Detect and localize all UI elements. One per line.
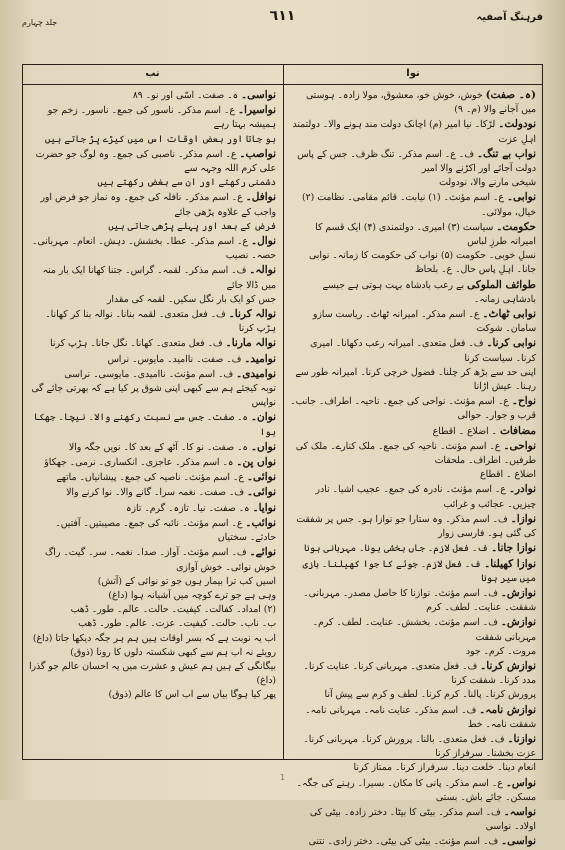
entry-headword: نواں پن۔: [236, 456, 276, 469]
dictionary-entry: [28, 336, 276, 351]
entry-headword: نوائب۔: [245, 516, 276, 529]
dictionary-entry: [290, 190, 536, 219]
entry-text: انعام دینا۔ خلعت دینا۔ سرفراز کرنا۔ ممتاز کرنا: [353, 762, 536, 774]
entry-text: سیاست (۳) امیری۔ دولتمندی (۴) ایک قسم کا امیرانہ طرزِ لباس: [315, 221, 536, 248]
dictionary-entry: [290, 482, 536, 511]
dictionary-entry: [290, 439, 536, 468]
entry-headword: نواسیرا۔: [237, 104, 276, 117]
entry-headword: نوازش نامہ۔: [479, 703, 536, 716]
entry-headword: نوامیدی۔: [236, 367, 276, 380]
entry-headword: نوابی ٹھاٹ۔: [482, 308, 536, 321]
page-header: [22, 8, 543, 30]
entry-headword: نوازا جانا۔: [491, 542, 536, 555]
entry-text: ع۔ اسم مذکر۔ عطا۔ بخشش۔ دہش۔ انعام۔ مہربانی۔ حصہ۔ نصیب: [31, 236, 276, 262]
entry-text: وہی ہے جو ترے کوچہ میں آشیانہ ہوا (داغ): [108, 589, 276, 601]
entry-text: ف۔ اسم مذکر۔ وہ ستارا جو نوازا ہو۔ جس پر شفقت کی گئی ہو۔ فارسی زوار: [296, 513, 536, 540]
dictionary-entry: [290, 88, 536, 117]
dictionary-entry: [290, 366, 536, 394]
entry-text: لڑکا۔ نیا امیر (م) اچانک دولت مند ہونے والا۔ دولتمند اہلِ عزت: [292, 119, 536, 145]
entry-headword: نوابی۔: [506, 191, 536, 204]
dictionary-entry: [28, 660, 276, 688]
dictionary-entry: [290, 468, 536, 482]
entry-headword: نواس۔: [505, 776, 536, 789]
dictionary-entry: [28, 561, 276, 575]
volume-label: جلد چہارم: [22, 18, 58, 27]
dictionary-entry: [28, 632, 276, 646]
entry-headword: طوائف الملوکی: [467, 278, 536, 291]
dictionary-entry: [290, 645, 536, 659]
dictionary-entry: [28, 293, 276, 307]
dictionary-entry: [290, 117, 536, 146]
dictionary-entry: [28, 470, 276, 485]
entry-headword: نواں۔: [250, 440, 276, 453]
dictionary-entry: [290, 278, 536, 307]
entry-headword: مضافات: [499, 424, 536, 437]
book-title: فرہنگ آصفیہ: [476, 12, 543, 23]
dictionary-entry: [28, 176, 276, 190]
entry-text: دشمنی رکھتے اور ان سے بغض رکھتے ہیں: [97, 177, 276, 189]
dictionary-entry: [28, 455, 276, 470]
entry-text: ف۔ فعل لازم۔ جاں بخشی ہونا۔ مہربانی ہونا: [304, 543, 489, 555]
heading-rule: [22, 84, 543, 85]
entry-headword: نوالہ۔: [249, 264, 276, 277]
dictionary-entry: [290, 176, 536, 190]
dictionary-entry: [290, 805, 536, 834]
entry-headword: نوال۔: [250, 235, 276, 248]
entry-headword: نوالہ مارنا۔: [225, 337, 276, 350]
dictionary-entry: [28, 516, 276, 545]
entry-text: رویئے نہ اب ہم سے کبھی شکستہ دلوں کا رونا (ذوق): [70, 646, 276, 658]
entry-headword: نوامید۔: [244, 352, 276, 365]
dictionary-entry: [290, 336, 536, 365]
entry-text: خوش، خوش خو، معشوق، مولا زادہ۔ ہوستی میں آجانے والا (م۔ ۹): [305, 90, 536, 116]
dictionary-entry: [290, 394, 536, 423]
entry-text: ع۔ اسم مذکر۔ نافلہ کی جمع۔ وہ نماز جو فرض اور واجب کے علاوہ پڑھی جائے: [40, 192, 276, 218]
entry-headword: نوازا۔: [510, 512, 536, 525]
entry-text: نسلِ خوبی۔ حکومت (۵) نواب کی حکومت کا زمانہ۔ نوابی جانا۔ اہلِ پاس حال۔ ع۔ بلحاظ: [309, 250, 536, 276]
entry-text: ف۔ اسم مذکر۔ بیٹی کا بیٹا۔ دختر زادہ۔ بیٹی کی اولاد۔ نواسی: [309, 806, 536, 833]
entry-text: ع۔ اسم مؤنث۔ ناصیہ کی جمع۔ پیشانیاں۔ ماتھے: [56, 472, 244, 484]
entry-text: بیگانگی کے ہیں ہم عیش و عشرت میں یہ احسان عالم جو گذرا (داغ): [28, 660, 276, 687]
entry-headword: نوازا کھیلنا۔: [484, 557, 536, 570]
dictionary-entry: [28, 617, 276, 631]
dictionary-entry: [28, 88, 276, 103]
dictionary-entry: [28, 190, 276, 219]
left-column-entries: [28, 88, 276, 756]
entry-text: ہ۔ صفت۔ اسّی اور نو۔ ۸۹: [132, 90, 239, 101]
dictionary-entry: [290, 424, 536, 439]
entry-text: پرورش کرنا۔ پالنا۔ کرم کرنا۔ لطف و کرم سے پیش آنا: [324, 689, 536, 701]
dictionary-entry: [28, 103, 276, 132]
entry-text: فرض کے بعد اور پہلے پڑھی جاتی ہیں: [108, 220, 276, 232]
dictionary-entry: [28, 307, 276, 336]
dictionary-entry: [28, 220, 276, 234]
right-column-heading: نوا: [406, 68, 420, 79]
entry-text: ف۔ اسم مذکر۔ لقمہ۔ گراس۔ جتنا کھانا ایک بار منہ میں ڈالا جائے: [42, 265, 276, 291]
entry-text: ع۔ اسم مذکر۔ ناسور کی جمع۔ ناسور۔ زخم جو ہمیشہ بہتا رہے: [47, 105, 276, 131]
entry-headword: نواصب۔: [239, 147, 276, 160]
page-number: ٦١١: [269, 8, 296, 24]
entry-text: اب یہ نوبت ہے کہ بسر اوقات ہیں ہم ہر جگہ دیکھا جاتا (داغ): [32, 632, 276, 644]
entry-headword: نوائی۔: [246, 471, 276, 484]
entry-headword: نوائی۔: [246, 486, 276, 499]
dictionary-entry: [28, 575, 276, 589]
entry-headword: نواح۔: [511, 395, 536, 408]
entry-text: مروت۔ کرم۔ جود: [465, 645, 536, 657]
dictionary-entry: [28, 485, 276, 500]
entry-text: اپنی حد سے بڑھ کر چلنا۔ فضول خرچی کرنا۔ امیرانہ طور سے رہنا۔ عیش اڑانا: [295, 366, 536, 393]
dictionary-entry: [28, 545, 276, 560]
entry-headword: نوادر۔: [508, 483, 536, 496]
entry-text: ع۔ اسم مذکر۔ امیرانہ ٹھاٹ۔ ریاست سازو سامان۔ شوکت: [312, 309, 536, 335]
dictionary-entry: [28, 382, 276, 410]
entry-text: توبہ کیجئے ہم سے کبھی اپنی شوق پر کیا ہے کہ بھرتی جائے گی نواپس: [31, 383, 276, 409]
entry-headword: نوازنا۔: [507, 732, 536, 745]
entry-text: بے رعب بادشاہ بہت ہوتی ہے جیسے بادشاہی زمانہ۔: [322, 279, 536, 305]
entry-text: ع۔ اسم مؤنث۔ ناحیہ کی جمع۔ ملک کنارے۔ ملک کی طرفیں۔ اطراف۔ ملحقات: [295, 440, 536, 467]
page-footer: 1: [279, 773, 286, 782]
dictionary-entry: [290, 541, 536, 556]
entry-headword: (ہ۔ صفت): [485, 89, 536, 101]
entry-headword: نوابی کرنا۔: [486, 337, 536, 350]
entry-text: اسیں کب ترا بیمار ہوں جو تو نوائی کے (آتش): [97, 575, 276, 587]
entry-headword: حکومت۔: [496, 220, 536, 233]
entry-text: ف۔ فعل متعدی۔ لقمہ بنانا۔ نوالہ بنا کر کھانا۔ ہڑپ کرنا: [45, 309, 276, 335]
entry-headword: نوائے۔: [249, 546, 276, 559]
dictionary-entry: [290, 834, 536, 849]
dictionary-entry: [28, 410, 276, 439]
dictionary-entry: [28, 352, 276, 367]
entry-text: ف۔ فعل متعدی۔ امیرانہ رعب دکھانا۔ امیری کرنا۔ سیاست کرنا: [310, 338, 536, 364]
dictionary-entry: [28, 501, 276, 516]
entry-text: (۲) امداد۔ کفالت۔ کیفیت۔ حالت۔ عالم۔ طور۔ ڈھب: [70, 604, 276, 616]
entry-headword: نوازش۔: [500, 586, 536, 599]
entry-text: ب۔ ناب۔ حالت۔ کیفیت۔ عزت۔ عالم۔ طور۔ ڈھب: [78, 618, 276, 630]
left-column-heading: نب: [145, 68, 160, 79]
dictionary-entry: [28, 646, 276, 660]
entry-text: ہ۔ صفت۔ نیا۔ تازہ۔ گرم۔ تازہ: [126, 502, 250, 514]
entry-text: ۔ اضلاع ۔ اقطاع: [432, 425, 497, 437]
dictionary-entry: [290, 307, 536, 336]
entry-text: ف۔ اسم مؤنث۔ ناامیدی۔ مایوسی۔ نراسی: [64, 368, 234, 380]
dictionary-entry: [290, 703, 536, 732]
entry-headword: نوافل۔: [245, 191, 276, 204]
entry-text: ہ۔ اسم مذکر۔ عاجزی۔ انکساری۔ نرمی۔ جھکاؤ: [44, 457, 234, 469]
entry-headword: نوان۔: [250, 411, 276, 424]
entry-text: ع۔ اسم مؤنث۔ (۱) نیابت۔ قائم مقامی۔ نظامت (۲) خیال، مولائی۔: [301, 192, 536, 218]
dictionary-entry: [28, 589, 276, 603]
entry-headword: نواسی۔: [241, 89, 276, 101]
entry-text: ف۔ صفت۔ ناامید۔ مایوس۔ نراس: [107, 353, 242, 365]
entry-text: ہو جاتا اور بعض اوقات اس میں کیڑے پڑ جاتے ہیں: [44, 133, 276, 145]
entry-headword: نودولت۔: [498, 118, 536, 131]
dictionary-entry: [28, 147, 276, 176]
entry-text: ف۔ فعل متعدی۔ کھانا۔ نگل جانا۔ ہڑپ کرنا: [50, 338, 223, 350]
entry-text: ف۔ صفت۔ نغمہ سرا۔ گانے والا۔ نوا کرنے والا: [66, 487, 244, 499]
entry-headword: نوالہ کرنا۔: [228, 308, 276, 321]
entry-text: ف۔ اسم مؤنث۔ بیٹی کی بیٹی۔ دختر زادی۔ نتنی: [308, 836, 499, 848]
entry-headword: نواسہ۔: [503, 805, 536, 818]
entry-text: ف۔ اسم مؤنث۔ آواز۔ صدا۔ نغمہ۔ سر۔ گیت۔ راگ: [44, 547, 247, 559]
dictionary-entry: [28, 603, 276, 617]
entry-text: ع۔ اسم مؤنث۔ نواحی کی جمع۔ ناحیہ۔ اطراف۔ جانب۔ قرب و جوار۔ حوالی: [290, 396, 536, 422]
entry-text: ف۔ اسم مؤنث۔ نوازنا کا حاصل مصدر۔ مہربانی۔ شفقت۔ عنایت۔ لطف۔ کرم: [303, 587, 536, 614]
entry-text: ف۔ اسم مؤنث۔ بخشش۔ عنایت۔ لطف۔ کرم۔ مہربانی شفقت: [312, 617, 536, 643]
entry-text: ع۔ اسم مؤنث۔ نادرہ کی جمع۔ عجیب اشیا۔ نادر چیزیں۔ عجائب و غرائب: [315, 484, 536, 510]
dictionary-entry: [290, 586, 536, 615]
column-divider: [283, 64, 284, 760]
dictionary-entry: [290, 249, 536, 277]
entry-headword: نوازش کرنا۔: [480, 659, 536, 672]
entry-text: ع۔ اسم مذکر۔ پانی کا مکان۔ بسیرا۔ رہنے کی جگہ۔ مسکن۔ جائے باش۔ بستی: [296, 777, 536, 803]
dictionary-entry: [28, 688, 276, 702]
dictionary-entry: [290, 732, 536, 761]
dictionary-entry: [290, 147, 536, 176]
dictionary-entry: [28, 367, 276, 382]
entry-headword: نوازش۔: [500, 616, 536, 629]
dictionary-entry: [28, 234, 276, 263]
entry-text: ف۔ ع۔ اسم مذکر۔ تنگ ظرف۔ جس کے پاس دولت آجائے اور اکڑنے والا امیر: [297, 148, 536, 175]
entry-headword: نواسی۔: [501, 835, 536, 848]
entry-text: اضلاع ۔ اقطاع: [480, 469, 536, 481]
entry-text: ع۔ اسم مؤنث۔ نائبہ کی جمع۔ مصیبتیں۔ آفتیں۔ حادثے۔ سختیاں: [55, 517, 276, 544]
entry-headword: نوایا۔: [252, 501, 276, 514]
dictionary-entry: [290, 615, 536, 644]
dictionary-entry: [28, 133, 276, 147]
entry-text: ف۔ فعل متعدی۔ بالنا۔ پرورش کرنا۔ مہربانی کرنا۔ عزت بخشنا۔ سرفراز کرنا: [303, 733, 536, 760]
right-column-entries: [290, 88, 536, 848]
dictionary-entry: [28, 440, 276, 455]
entry-text: خوش نوائی۔ خوش آوازی: [176, 561, 276, 573]
dictionary-entry: [290, 557, 536, 586]
entry-text: ہ۔ صفت۔ جس سے نسبت رکھنے والا۔ نیچا۔ جھکا ہوا: [33, 412, 276, 438]
entry-headword: نواحی۔: [503, 439, 536, 452]
entry-text: ف۔ فعل متعدی۔ مہربانی کرنا۔ عنایت کرنا۔ مدد کرنا۔ شفقت کرنا: [303, 660, 536, 687]
dictionary-entry: [290, 659, 536, 688]
dictionary-entry: [28, 263, 276, 292]
entry-text: ف۔ اسم مذکر۔ عنایت نامہ۔ مہربانی نامہ۔ شفقت نامہ۔ خط: [305, 704, 536, 730]
entry-headword: نواب بے تنگ۔: [476, 147, 536, 160]
entry-text: پھر کیا ہوگا بیاں سے اب اس کا عالم (ذوق): [108, 689, 276, 701]
dictionary-entry: [290, 688, 536, 702]
entry-text: ف۔ فعل لازم۔ جوئے کا جوا کھیلنا۔ بازی میں سیر ہونا: [302, 558, 536, 584]
dictionary-entry: [290, 512, 536, 541]
entry-text: ع۔ اسم مذکر۔ ناصبی کی جمع۔ وہ لوگ جو حضرت علی کرم اللہ وجہہ سے: [35, 148, 276, 175]
entry-text: ہ۔ صفت۔ نو کا۔ آٹھ کے بعد کا۔ نویں جگہ والا: [68, 441, 248, 453]
entry-text: جس کو ایک بار نگل سکیں۔ لقمہ کی مقدار: [106, 293, 276, 305]
dictionary-entry: [290, 220, 536, 249]
entry-text: شیخی مارنے والا، نودولت: [439, 177, 536, 189]
